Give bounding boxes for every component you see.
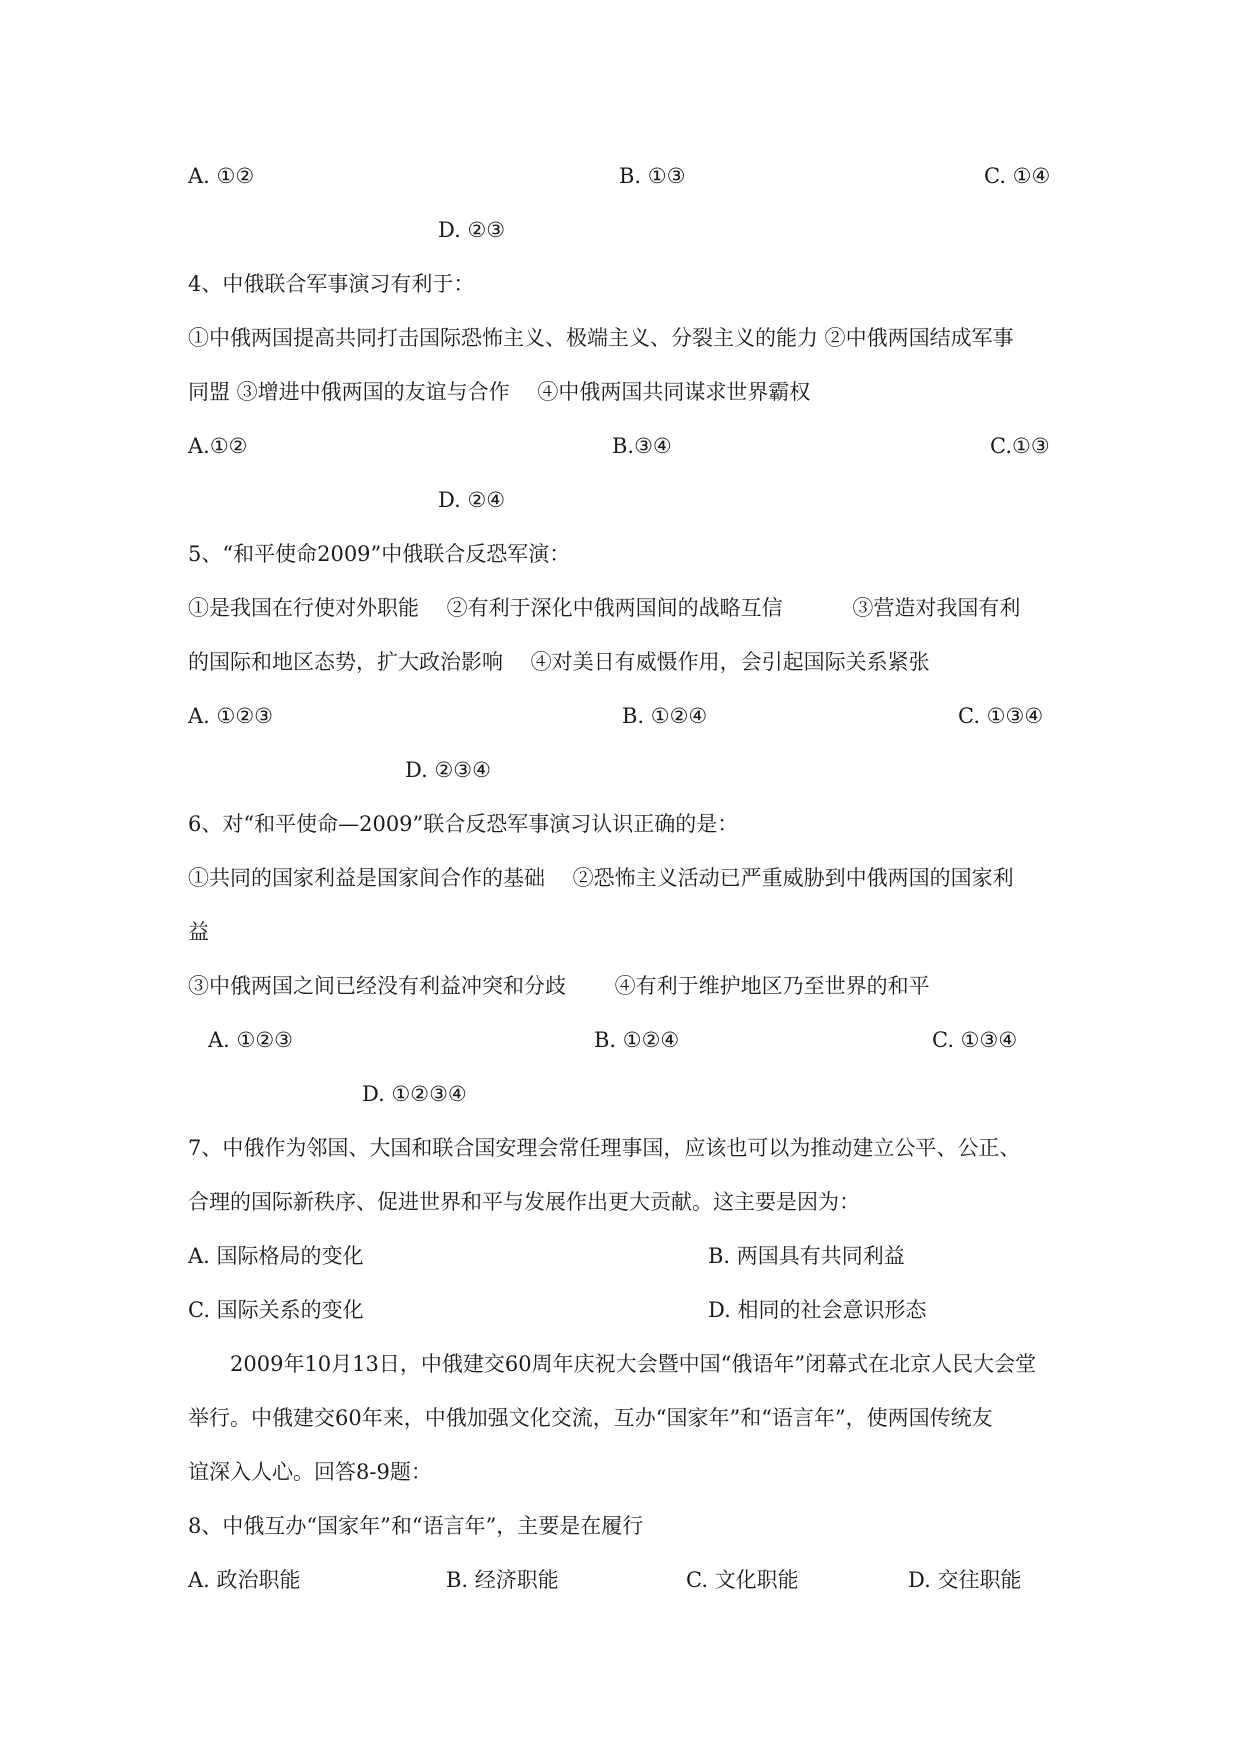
q6-items-line-3: ③中俄两国之间已经没有利益冲突和分歧 ④有利于维护地区乃至世界的和平 bbox=[188, 974, 930, 998]
q7-stem-line-1: 7、中俄作为邻国、大国和联合国安理会常任理事国，应该也可以为推动建立公平、公正、 bbox=[188, 1136, 1021, 1160]
q8-option-a: A. 政治职能 bbox=[188, 1568, 301, 1592]
q4-option-c: C.①③ bbox=[990, 434, 1050, 458]
q7-option-c: C. 国际关系的变化 bbox=[188, 1298, 364, 1322]
q3-option-c: C. ①④ bbox=[984, 164, 1051, 188]
q8-stem: 8、中俄互办“国家年”和“语言年”，主要是在履行 bbox=[188, 1514, 644, 1538]
passage-line-1: 2009年10月13日，中俄建交60周年庆祝大会暨中国“俄语年”闭幕式在北京人民大会堂 bbox=[188, 1352, 1037, 1376]
passage-line-2: 举行。中俄建交60年来，中俄加强文化交流，互办“国家年”和“语言年”，使两国传统友 bbox=[188, 1406, 993, 1430]
q7-option-b: B. 两国具有共同利益 bbox=[708, 1244, 905, 1268]
q5-items-line-1: ①是我国在行使对外职能 ②有利于深化中俄两国间的战略互信 ③营造对我国有利 bbox=[188, 596, 1021, 620]
q3-option-a: A. ①② bbox=[188, 164, 255, 188]
q7-option-d: D. 相同的社会意识形态 bbox=[708, 1298, 927, 1322]
q5-option-b: B. ①②④ bbox=[622, 704, 708, 728]
q4-stem: 4、中俄联合军事演习有利于： bbox=[188, 272, 475, 296]
q7-option-a: A. 国际格局的变化 bbox=[188, 1244, 364, 1268]
q5-option-a: A. ①②③ bbox=[188, 704, 273, 728]
q6-option-b: B. ①②④ bbox=[594, 1028, 680, 1052]
q6-option-a: A. ①②③ bbox=[208, 1028, 293, 1052]
q6-items-line-1: ①共同的国家利益是国家间合作的基础 ②恐怖主义活动已严重威胁到中俄两国的国家利 bbox=[188, 866, 1014, 890]
q8-option-d: D. 交往职能 bbox=[908, 1568, 1022, 1592]
q6-stem: 6、对“和平使命—2009”联合反恐军事演习认识正确的是： bbox=[188, 812, 739, 836]
q8-option-b: B. 经济职能 bbox=[446, 1568, 559, 1592]
q3-option-d: D. ②③ bbox=[438, 218, 506, 242]
q7-stem-line-2: 合理的国际新秩序、促进世界和平与发展作出更大贡献。这主要是因为： bbox=[188, 1190, 860, 1214]
q3-option-b: B. ①③ bbox=[619, 164, 686, 188]
q6-items-line-2: 益 bbox=[188, 920, 209, 944]
q4-option-a: A.①② bbox=[188, 434, 248, 458]
q5-items-line-2: 的国际和地区态势，扩大政治影响 ④对美日有威慑作用，会引起国际关系紧张 bbox=[188, 650, 930, 674]
q8-option-c: C. 文化职能 bbox=[686, 1568, 799, 1592]
passage-line-3: 谊深入人心。回答8-9题： bbox=[188, 1460, 432, 1484]
q5-option-d: D. ②③④ bbox=[405, 758, 491, 782]
q4-items-line-1: ①中俄两国提高共同打击国际恐怖主义、极端主义、分裂主义的能力 ②中俄两国结成军事 bbox=[188, 326, 1014, 350]
q4-items-line-2: 同盟 ③增进中俄两国的友谊与合作 ④中俄两国共同谋求世界霸权 bbox=[188, 380, 811, 404]
q6-option-c: C. ①③④ bbox=[932, 1028, 1018, 1052]
q5-option-c: C. ①③④ bbox=[958, 704, 1044, 728]
q4-option-b: B.③④ bbox=[612, 434, 672, 458]
q6-option-d: D. ①②③④ bbox=[362, 1082, 467, 1106]
q5-stem: 5、“和平使命2009”中俄联合反恐军演： bbox=[188, 542, 571, 566]
q4-option-d: D. ②④ bbox=[438, 488, 506, 512]
